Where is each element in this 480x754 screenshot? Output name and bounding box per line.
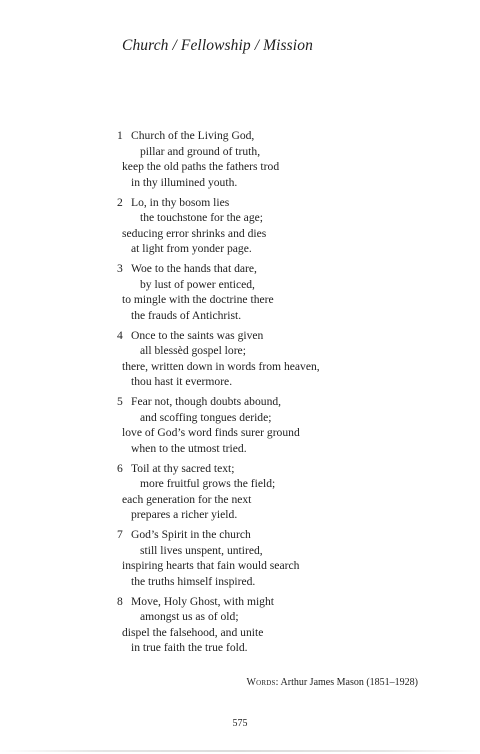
- verse-number: 8: [117, 594, 123, 608]
- verse-line: the frauds of Antichrist.: [131, 308, 242, 322]
- page-number: 575: [232, 718, 248, 729]
- verse-line: Move, Holy Ghost, with might: [131, 594, 274, 608]
- verse-line: more fruitful grows the field;: [140, 477, 276, 491]
- verse-line: Woe to the hands that dare,: [131, 262, 257, 275]
- verse-number: 5: [117, 395, 123, 408]
- verse-number: 3: [117, 262, 123, 275]
- verse-line: by lust of power enticed,: [140, 277, 255, 291]
- verse-line: God’s Spirit in the church: [131, 528, 251, 541]
- verse-line: prepares a richer yield.: [131, 508, 238, 522]
- verse-line: at light from yonder page.: [131, 242, 252, 256]
- verse-line: and scoffing tongues deride;: [140, 410, 272, 424]
- verse-line: all blessèd gospel lore;: [140, 344, 246, 358]
- verse-line: pillar and ground of truth,: [140, 144, 261, 158]
- verse-number: 6: [117, 461, 123, 475]
- verse-line: still lives unspent, untired,: [140, 543, 263, 557]
- section-title: Church / Fellowship / Mission: [122, 37, 313, 54]
- verse-line: the touchstone for the age;: [140, 211, 263, 225]
- verse-line: love of God’s word finds surer ground: [122, 426, 300, 440]
- words-credit: [246, 677, 418, 688]
- verse-line: in true faith the true fold.: [131, 641, 248, 655]
- verse-number: 2: [117, 195, 123, 209]
- verse-number: 1: [117, 129, 123, 142]
- verse-line: when to the utmost tried.: [131, 441, 247, 455]
- page-edge-shadow: [0, 750, 480, 752]
- verse-line: dispel the falsehood, and unite: [122, 625, 264, 639]
- verse-line: thou hast it evermore.: [131, 375, 233, 389]
- verse-line: Once to the saints was given: [131, 328, 264, 342]
- verse-line: seducing error shrinks and dies: [122, 226, 267, 240]
- verse-line: to mingle with the doctrine there: [122, 293, 274, 307]
- verse-line: Toil at thy sacred text;: [131, 461, 235, 475]
- verse-line: the truths himself inspired.: [131, 574, 256, 588]
- words-label: Words:: [246, 677, 279, 688]
- verse-line: Fear not, though doubts abound,: [131, 395, 282, 408]
- author-name: Arthur James Mason (1851–1928): [280, 677, 418, 688]
- verse-line: Church of the Living God,: [131, 129, 255, 142]
- verse-line: Lo, in thy bosom lies: [131, 195, 230, 209]
- verse-line: each generation for the next: [122, 492, 252, 506]
- verse-number: 4: [117, 328, 123, 342]
- verse-line: there, written down in words from heaven,: [122, 359, 320, 373]
- verse-line: inspiring hearts that fain would search: [122, 559, 300, 573]
- verse-line: amongst us as of old;: [140, 610, 239, 624]
- verse-line: keep the old paths the fathers trod: [122, 160, 280, 174]
- verse-line: in thy illumined youth.: [131, 175, 238, 189]
- verse-number: 7: [117, 528, 123, 541]
